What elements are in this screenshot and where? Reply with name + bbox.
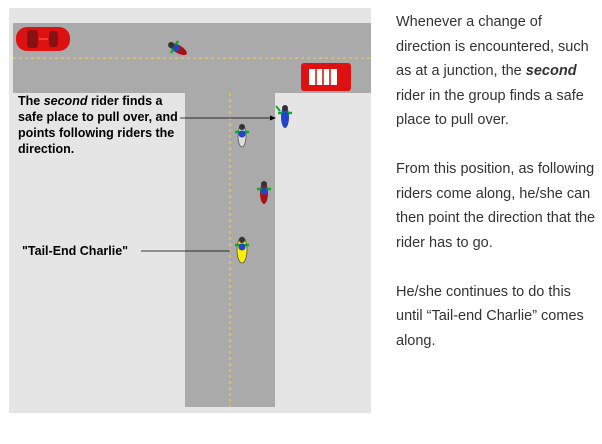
tail-end-charlie-label: "Tail-End Charlie" [22, 244, 129, 258]
paragraph-1-emphasis: second [525, 63, 577, 79]
paragraph-3: He/she continues to do this until “Tail-end Charlie” comes along. [396, 283, 584, 349]
callout-emphasis: second [43, 94, 88, 108]
callout-prefix: The [18, 94, 44, 108]
junction-diagram [9, 8, 371, 413]
red-van-right [301, 63, 351, 91]
paragraph-1 [396, 10, 596, 133]
second-rider-callout [18, 93, 178, 157]
explanation-text [396, 10, 596, 378]
paragraph-1-start: Whenever a change of direction is encountered, such as at a junction, the [396, 14, 589, 79]
paragraph-1-end: rider in the group finds a safe place to pull over. [396, 63, 588, 128]
callout-suffix: rider finds a safe place to pull over, and points following riders the direction. [18, 94, 178, 156]
paragraph-2: From this position, as following riders come along, he/she can then point the direction that the rider has to go. [396, 161, 596, 251]
red-car-left [16, 27, 70, 51]
